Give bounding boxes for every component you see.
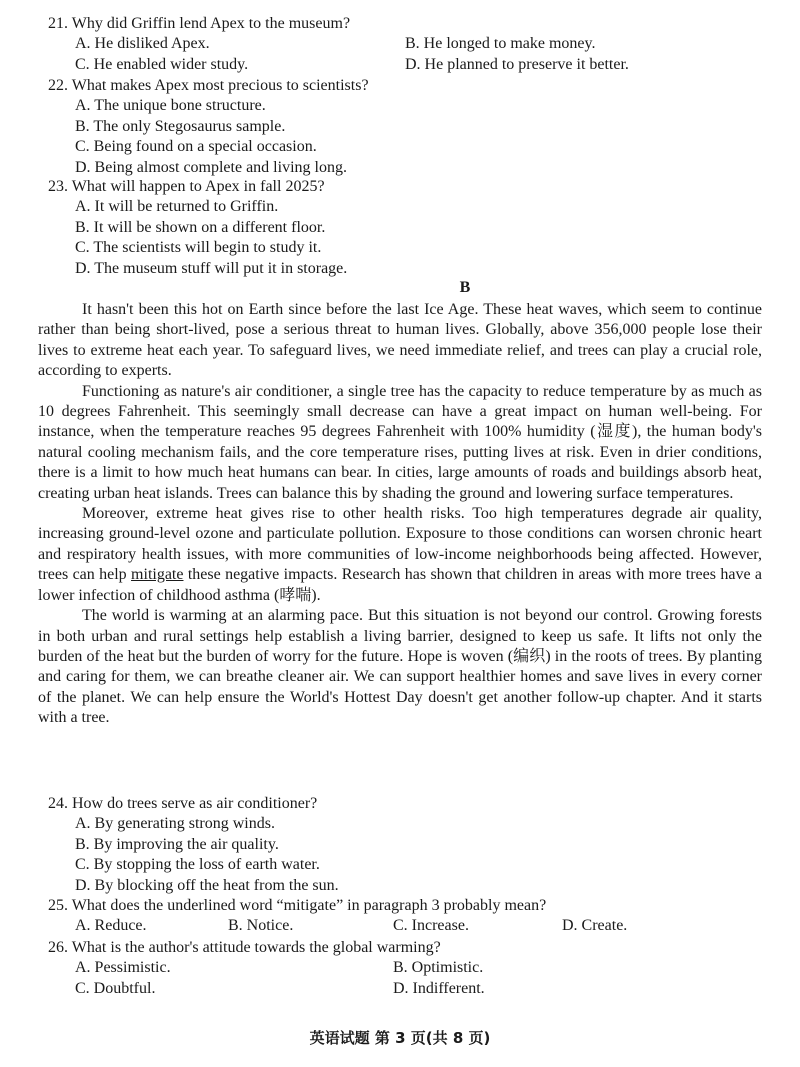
question-number: 23. (48, 178, 68, 195)
question-text: What will happen to Apex in fall 2025? (71, 178, 325, 195)
question-number: 22. (48, 77, 68, 94)
paragraph-3-text-after: these negative impacts. Research has shown that children in areas with more trees have a lower infection of childhood asthma (哮喘). (38, 566, 763, 604)
question-stem (0, 14, 800, 34)
option-a: A. He disliked Apex. (75, 35, 210, 53)
question-text: How do trees serve as air conditioner? (72, 795, 318, 812)
question-26 (0, 938, 800, 999)
question-text: What is the author's attitude towards the global warming? (71, 939, 441, 956)
question-number: 24. (48, 795, 68, 812)
option-c: C. He enabled wider study. (75, 55, 249, 73)
option-a: A. Reduce. (75, 917, 147, 935)
options-row (0, 34, 800, 54)
option-b: B. The only Stegosaurus sample. (75, 117, 286, 135)
option-d: D. Being almost complete and living long. (75, 158, 347, 176)
page-footer: 英语试题 第 3 页(共 8 页) (309, 1029, 491, 1047)
question-21 (0, 14, 800, 75)
options-row (0, 979, 800, 999)
question-24 (0, 794, 800, 896)
option-c: C. Being found on a special occasion. (75, 138, 317, 156)
question-stem (0, 177, 800, 197)
question-stem (0, 938, 800, 958)
option-b: B. By improving the air quality. (75, 835, 279, 853)
question-stem (0, 794, 800, 814)
options-row (0, 958, 800, 978)
options-row (0, 916, 800, 936)
question-25 (0, 896, 800, 937)
option-b: B. Notice. (228, 917, 294, 935)
question-stem (0, 76, 800, 96)
paragraph-2: Functioning as nature's air conditioner, a single tree has the capacity to reduce temperature by as much as 10 degrees Fahrenheit. This seemingly small decrease can have a great impact on human well-being. For instance, when the temperature reaches 95 degrees Fahrenheit with 100% humidity (湿度), the human body's natural cooling mechanism fails, and the core temperature rises, putting lives at risk. Even in drier conditions, there is a limit to how much heat humans can bear. In cities, large amounts of roads and buildings absorb heat, creating urban heat islands. Trees can balance this by shading the ground and lowering surface temperatures. (38, 382, 762, 502)
question-22 (0, 76, 800, 178)
option-b: B. It will be shown on a different floor. (75, 218, 326, 236)
question-text: What makes Apex most precious to scientists? (71, 77, 369, 94)
reading-passage (0, 300, 800, 729)
paragraph-4: The world is warming at an alarming pace. But this situation is not beyond our control. Growing forests in both urban and rural settings help establish a living barrier, designed to keep us safe. It lifts not only the burden of the heat but the burden of worry for the future. Hope is woven (编织) in the roots of trees. By planting and caring for them, we can breathe cleaner air. We can support healthier homes and save lives in every corner of the planet. We can help ensure the World's Hottest Day doesn't get another follow-up chapter. And it starts with a tree. (38, 607, 762, 727)
option-a: A. By generating strong winds. (75, 815, 275, 833)
question-text: Why did Griffin lend Apex to the museum? (71, 15, 351, 32)
question-23 (0, 177, 800, 279)
option-b: B. He longed to make money. (405, 35, 596, 53)
option-c: C. Increase. (393, 917, 469, 935)
paragraph-3-text-before: Moreover, extreme heat gives rise to other health risks. Too high temperatures degrade air quality, increasing ground-level ozone and particulate pollution. Exposure to those conditions can worsen chronic heart and respiratory health issues, with more communities of low-income neighborhoods being affected. However, trees can help (38, 505, 762, 584)
question-number: 25. (48, 897, 68, 914)
question-stem (0, 896, 800, 916)
question-text: What does the underlined word “mitigate” in paragraph 3 probably mean? (71, 897, 547, 914)
paragraph-3 (38, 504, 762, 606)
option-b: B. Optimistic. (393, 959, 484, 977)
underlined-word: mitigate (131, 566, 184, 584)
option-a: A. It will be returned to Griffin. (75, 198, 279, 216)
option-d: D. The museum stuff will put it in storage. (75, 259, 348, 277)
option-d: D. He planned to preserve it better. (405, 55, 629, 73)
question-number: 26. (48, 939, 68, 956)
option-a: A. Pessimistic. (75, 959, 171, 977)
option-c: C. The scientists will begin to study it. (75, 239, 322, 257)
option-d: D. Create. (562, 917, 628, 935)
option-d: D. Indifferent. (393, 979, 485, 997)
option-c: C. By stopping the loss of earth water. (75, 856, 320, 874)
paragraph-1: It hasn't been this hot on Earth since before the last Ice Age. These heat waves, which seem to continue rather than being short-lived, pose a serious threat to human lives. Globally, above 356,000 people lose their lives to extreme heat each year. To safeguard lives, we need immediate relief, and trees can play a crucial role, according to experts. (38, 301, 762, 380)
option-a: A. The unique bone structure. (75, 97, 266, 115)
option-d: D. By blocking off the heat from the sun. (75, 876, 339, 894)
section-label: B (459, 279, 471, 296)
section-heading (0, 278, 800, 298)
question-number: 21. (48, 15, 68, 32)
options-row (0, 55, 800, 75)
option-c: C. Doubtful. (75, 979, 156, 997)
